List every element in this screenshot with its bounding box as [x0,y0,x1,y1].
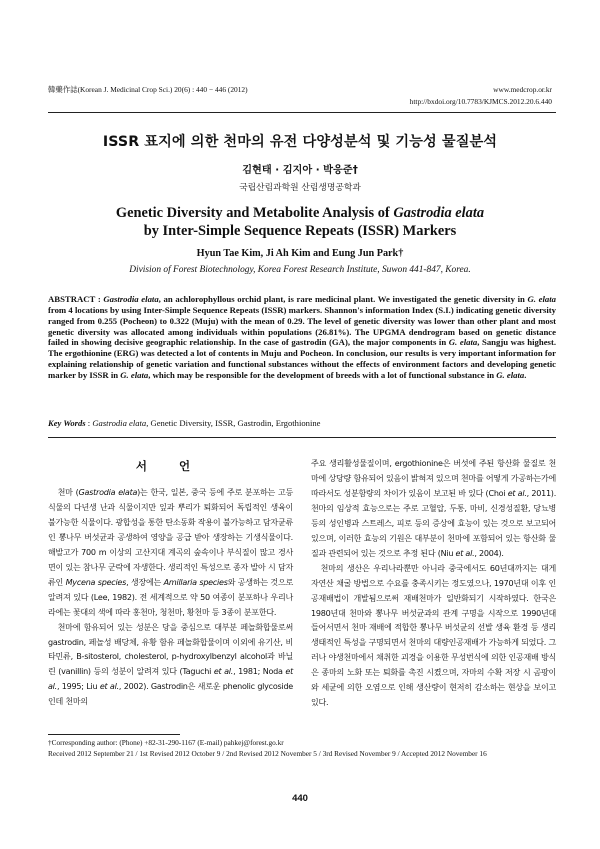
doi-link[interactable]: http://bxdoi.org/10.7783/KJMCS.2012.20.6.440 [409,97,552,106]
right-paragraph-1: 주요 생리활성물질이며, ergothionine은 버섯에 주된 항산화 물질로 천마에 상당량 함유되어 있음이 밝혀져 있으며 천마를 어떻게 가공하는가에 따라서도 성분함량의 차이가 있음이 보고된 바 있다 (Choi et al., 2011). 천마의 임상적 효능으로는 주로 고혈압, 두통, 마비, 신경성질환, 당뇨병 등의 성인병과 스트레스, 피로 등의 증상에 효능이 있는 것으로 보고되어 있으며, 이러한 효능의 기원은 대부분이 천마에 포함되어 있는 항산화 물질과 관련되어 있는 것으로 추정 된다 (Niu et al., 2004). [311,459,557,558]
english-title [0,205,600,240]
left-paragraph-1: 천마 (Gastrodia elata)는 한국, 일본, 중국 등에 주로 분포하는 고등식물의 다년생 난과 식물이지만 잎과 뿌리가 퇴화되어 독립적인 생육이 불가능한 식물이다. 광합성을 통한 탄소동화 작용이 불가능하고 담자균류인 뽕나무 버섯균과 공생하여 영양을 공급 받아 생장하는 기생식물이다. 해발고가 700 m 이상의 고산지대 계곡의 숲속이나 부식질이 많고 경사면이 있는 참나무 군락에 자생한다. 생리적인 특성으로 종자 발아 시 담자류인 Mycena species, 생장에는 Amillaria species와 공생하는 것으로 알려져 있다 (Lee, 1982). 전 세계적으로 약 50 여종이 분포하나 우리나라에는 꽃대의 색에 따라 홍천마, 청천마, 황천마 등 3종이 분포한다. [48,488,293,617]
received-dates: Received 2012 September 21 / 1st Revised 2012 October 9 / 2nd Revised 2012 November 5 / 3rd Revised November 9 / Accepted 2012 November 16 [48,748,487,758]
page-number: 440 [292,793,308,804]
english-authors: Hyun Tae Kim, Ji Ah Kim and Eung Jun Park† [196,248,404,259]
english-title-line1: Genetic Diversity and Metabolite Analysis of Gastrodia elata [115,205,485,221]
footnote [48,738,487,759]
english-title-line2: by Inter-Simple Sequence Repeats (ISSR) Markers [143,222,457,239]
right-paragraph-2: 천마의 생산은 우리나라뿐만 아니라 중국에서도 60년대까지는 대게 자연산 채굴 방법으로 수요를 충족시키는 정도였으나, 1970년대 이후 인공재배법이 개발됨으로써 재배천마가 일반화되기 시작하였다. 한국은 1980년대 천마와 뽕나무 버섯균과의 관계 구명을 시작으로 1990년대 들어서면서 천마 재배에 적합한 뽕나무 버섯균의 선발 생육 환경 등 생리 생태적인 특성을 구명되면서 천마의 대량인공재배가 가능하게 되었다. 그러나 야생천마에서 채취한 괴경을 이용한 무성번식에 의한 인공재배 방식은 종마의 노화 또는 퇴화를 촉진 시켰으며, 자마의 수확 저장 시 곰팡이와 세균에 의한 오염으로 인해 생산량이 현저히 감소하는 현상을 보이고 있다. [311,563,556,708]
korean-title: ISSR 표지에 의한 천마의 유전 다양성분석 및 기능성 물질분석 [102,134,498,150]
keywords: Key Words : Gastrodia elata, Genetic Diversity, ISSR, Gastrodin, Ergothionine [48,418,321,428]
left-paragraph-2: 천마에 함유되어 있는 성분은 당을 중심으로 대부분 페놀화합물로써 gastrodin, 페놀성 배당체, 유황 함유 페놀화합물이며 이외에 유기산, 비타민류, Β-sitosterol, cholesterol, p-hydroxylbenzyl alcohol과 바닐린 (vanillin) 등의 성분이 알려져 있다 (Taguchi et al., 1981; Noda et al., 1995; Liu et al., 2002). Gastrodin은 새로운 phenolic glycoside인데 천마의 [48,622,294,707]
journal-website[interactable]: www.medcrop.or.kr [493,85,552,94]
right-column [311,457,556,711]
abstract: ABSTRACT : Gastrodia elata, an achlorophyllous orchid plant, is rare medicinal plant. We investigated the genetic diversity in G. elata from 4 locations by using Inter-Simple Sequence Repeats (ISSR) markers. Shannon's information Index (S.I.) indicating genetic diversity ranged from 0.255 (Pocheon) to 0.322 (Muju) with the mean of 0.29. The level of genetic diversity was lower than other plant and most genetic diversity was allocated among individuals within populations (26.81%). The UPGMA dendrogram based on genetic distance failed in showing decisive geographic relationship. In the case of gastrodin (GA), the major components in G. elata, Sangju was highest. The ergothionine (ERG) was detected a lot of contents in Muju and Pocheon. In conclusion, our results is very important information for explaining relationship of genetic variation and functional substances without the effects of environment factors and developing genetic marker by ISSR in G. elata, which may be responsible for the development of breeds with a lot of functional substance in G. elata. [48,294,557,380]
korean-authors: 김현태 · 김지아 · 박응준† [242,165,358,176]
header-rule [48,112,556,113]
section-heading-introduction: 서 언 [135,459,205,473]
left-column [48,486,293,710]
corresponding-author: †Corresponding author: (Phone) +82-31-290-1167 (E-mail) pahkej@forest.go.kr [48,738,284,747]
korean-affiliation: 국립산림과학원 산림생명공학과 [239,183,361,193]
journal-citation: 韓藥作誌(Korean J. Medicinal Crop Sci.) 20(6) : 440 − 446 (2012) [48,85,248,94]
footnote-rule [48,734,180,735]
english-affiliation: Division of Forest Biotechnology, Korea Forest Research Institute, Suwon 441-847, Korea. [129,265,471,275]
abstract-rule [48,437,556,438]
